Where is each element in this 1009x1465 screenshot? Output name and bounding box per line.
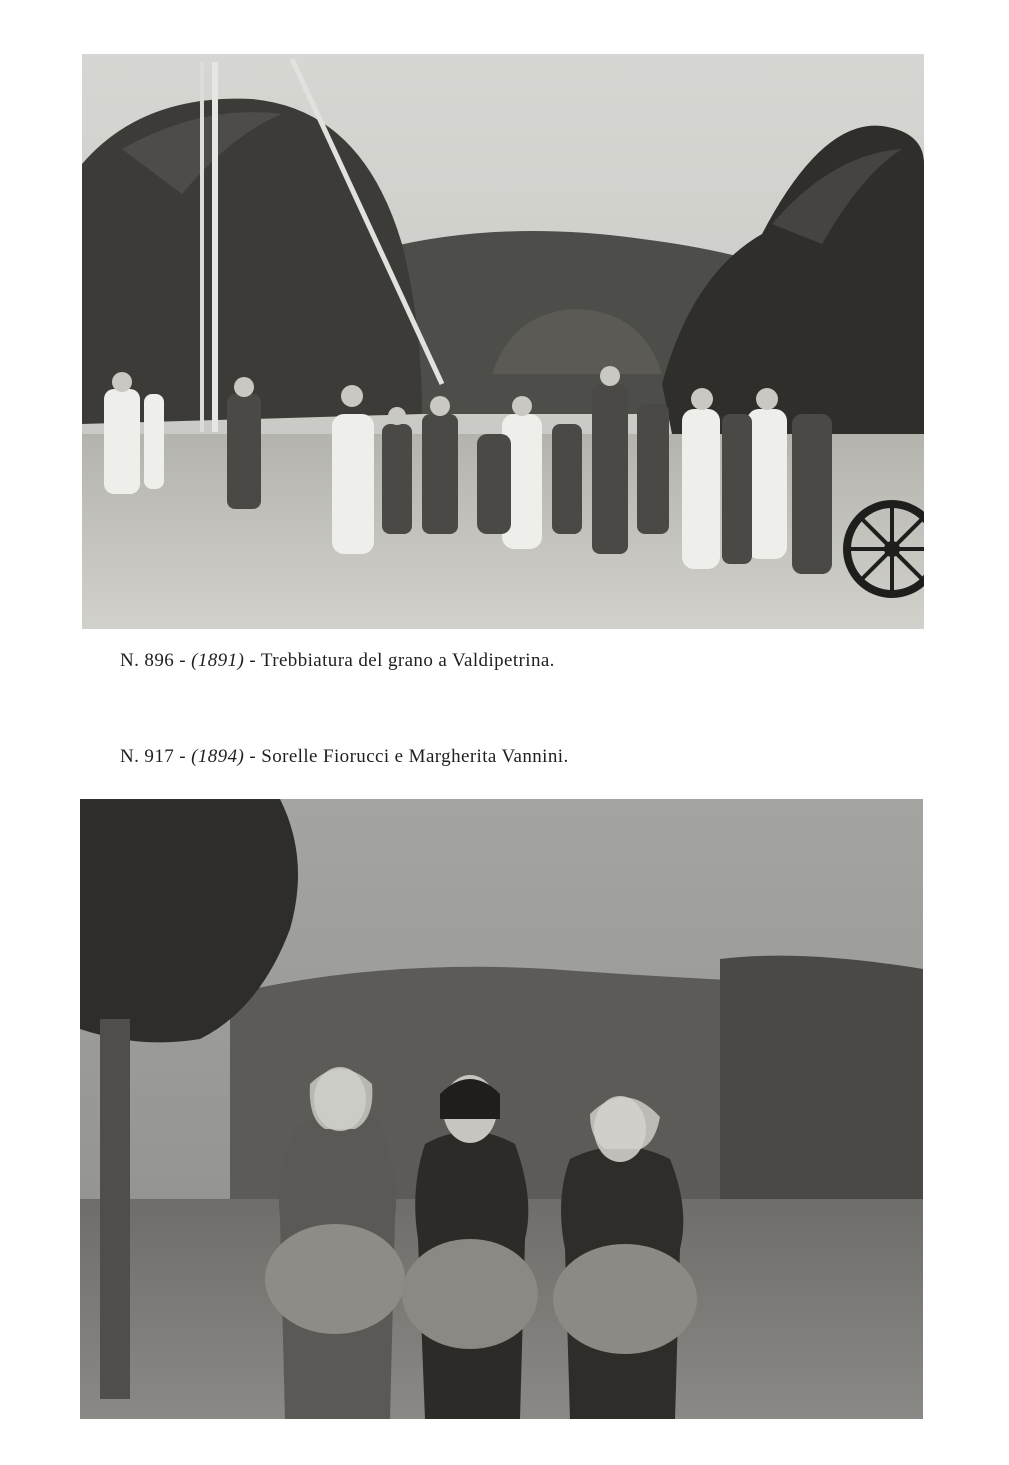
photo-caption-917	[120, 746, 569, 768]
photo-portrait-image	[80, 799, 923, 1419]
caption-separator: -	[244, 650, 261, 671]
caption-title: Sorelle Fiorucci e Margherita Vannini.	[261, 746, 569, 767]
caption-title: Trebbiatura del grano a Valdipetrina.	[260, 650, 555, 671]
caption-separator: -	[174, 650, 192, 671]
caption-separator: -	[174, 746, 192, 767]
photo-caption-896	[120, 650, 555, 672]
caption-separator: -	[244, 746, 262, 767]
photo-fiorucci-sisters-vannini	[80, 799, 923, 1419]
caption-year: (1894)	[191, 746, 245, 767]
caption-number: N. 896	[120, 650, 175, 671]
photo-threshing-valdipetrina	[82, 54, 924, 629]
photo-threshing-image	[82, 54, 924, 629]
figure-group	[265, 1067, 697, 1419]
caption-year: (1891)	[191, 650, 245, 671]
caption-number: N. 917	[120, 746, 175, 767]
